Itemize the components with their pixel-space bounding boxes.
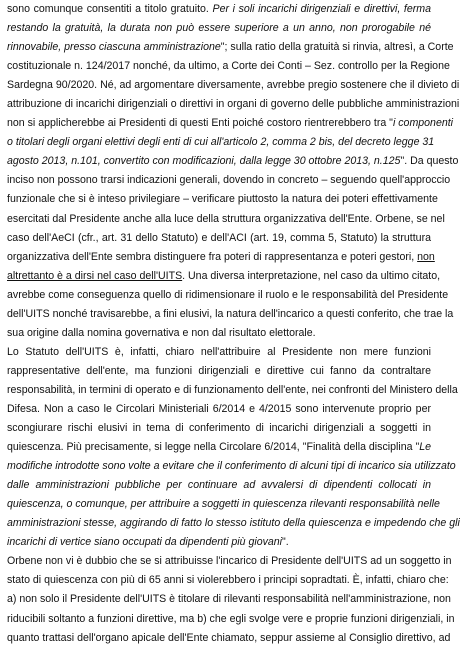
text-line — [7, 324, 431, 343]
italic-text: o titolari degli organi elettivi degli enti di cui all'articolo 2, comma 2 bis, del decreto legge 31 — [7, 136, 435, 149]
text-line — [7, 610, 455, 629]
text-run: responsabilità, in termini di operato e di funzionamento dell'ente, nei confronti del Ministero della — [7, 383, 458, 396]
text-line — [7, 552, 452, 571]
text-run: funzionale che si è inteso privilegiare – verificare piuttosto la natura dei poteri effettivamente — [7, 193, 438, 206]
italic-text: restando la gratuità, la durata non può essere superiore a un anno, non prorogabile né — [7, 22, 431, 35]
text-run: quiescenza. Più precisamente, si legge nella Circolare 6/2014, "Finalità della disciplina " — [7, 441, 420, 454]
text-line — [7, 248, 435, 267]
underlined-text: non — [417, 250, 435, 263]
text-line — [7, 571, 449, 590]
text-line — [7, 457, 456, 476]
text-run: sono comunque consentiti a titolo gratuito. — [7, 3, 213, 15]
text-line — [7, 229, 431, 248]
italic-text: rinnovabile, presso ciascuna amministrazione — [7, 41, 221, 54]
text-run: . Una diversa interpretazione, nel caso da ultimo citato, — [182, 269, 441, 282]
text-line — [7, 286, 449, 305]
paragraph-1 — [7, 0, 460, 343]
text-line — [7, 267, 441, 286]
text-line — [7, 476, 431, 495]
text-line — [7, 76, 460, 95]
text-run: quanto trattasi dell'organo apicale dell'Ente chiamato, seppur assieme al Consiglio direttivo, ad — [7, 631, 451, 644]
text-run: inciso non possono trarsi indicazioni generali, dovendo in concreto – seguendo quell'approccio — [7, 174, 451, 187]
text-line — [7, 629, 451, 648]
text-run: a) non solo il Presidente dell'UITS è titolare di rilevanti responsabilità nell'amministrazione, non — [7, 593, 451, 606]
text-run: "; sulla ratio della gratuità si rinvia, altresì, a Corte — [220, 41, 454, 54]
text-run: non si applicherebbe ai Presidenti di questi Enti poiché costoro rientrerebbero tra " — [7, 117, 393, 130]
text-line — [7, 95, 460, 114]
italic-text: incarichi di vertice siano occupati da dipendenti più giovani — [7, 536, 283, 549]
text-line — [7, 419, 431, 438]
text-run: Orbene non vi è dubbio che se si attribuisse l'incarico di Presidente dell'UITS ad un soggetto in — [7, 555, 452, 568]
italic-text: modifiche introdotte sono volte a evitare che il conferimento di alcuni tipi di incarico sia utilizzato — [7, 460, 456, 473]
text-run: stato di quiescenza con più di 65 anni si violerebbero i principi sopradtati. È, infatti, chiaro che: — [7, 574, 449, 587]
text-line — [7, 152, 459, 171]
paragraph-2 — [7, 343, 460, 553]
text-run: Difesa. Non a caso le Circolari Ministeriali 6/2014 e 4/2015 sono intervenute proprio per — [7, 402, 431, 415]
text-line — [7, 533, 431, 552]
text-line — [7, 190, 438, 209]
text-line — [7, 343, 431, 362]
text-line — [7, 495, 440, 514]
text-run: Lo Statuto dell'UITS è, infatti, chiaro nell'attribuire al Presidente non mere funzioni — [7, 345, 431, 358]
text-run: ". — [282, 536, 289, 549]
text-line — [7, 514, 460, 533]
italic-text: dalle amministrazioni pubbliche per continuare ad avvalersi di dipendenti collocati in — [7, 479, 431, 492]
text-line — [7, 590, 451, 609]
document-body — [7, 0, 460, 648]
text-run: costituzionale n. 124/2017 nonché, da ultimo, a Corte dei Conti – Sez. controllo per la Regione — [7, 60, 450, 73]
italic-text: amministrazioni stesse, aggirando di fatto lo stesso istituto della quiescenza e impedendo che gli — [7, 517, 460, 530]
text-line — [7, 19, 431, 38]
text-line — [7, 57, 450, 76]
text-run: rappresentative dell'ente, ma funzioni dirigenziali e direttive cui fanno da contraltare — [7, 364, 431, 377]
text-run: scongiurare rischi elusivi in tema di conferimento di incarichi dirigenziali a soggetti in — [7, 422, 431, 435]
text-line — [7, 133, 435, 152]
text-line — [7, 305, 454, 324]
text-line — [7, 381, 458, 400]
text-run: Sardegna 90/2020. Né, ad argomentare diversamente, avrebbe pregio sostenere che il divieto di — [7, 79, 460, 92]
paragraph-3 — [7, 552, 455, 647]
text-run: avrebbe come conseguenza quello di ridimensionare il ruolo e le responsabilità del Presidente — [7, 288, 449, 301]
italic-text: Per i soli incarichi dirigenziali e direttivi, ferma — [212, 3, 432, 15]
italic-text: i componenti — [392, 117, 454, 130]
italic-text: quiescenza, o comunque, per attribuire a soggetti in quiescenza rilevanti responsabilità nelle — [7, 498, 440, 511]
text-line — [7, 0, 431, 19]
italic-text: Le — [419, 441, 431, 454]
text-run: esercitati dal Presidente anche alla luce della struttura organizzativa dell'Ente. Orbene, se nel — [7, 212, 445, 225]
text-line — [7, 171, 451, 190]
text-line — [7, 114, 454, 133]
text-run: attribuzione di incarichi dirigenziali o direttivi in organi di governo delle pubbliche amministrazioni — [7, 98, 460, 111]
text-run: caso dell'AeCI (cfr., art. 31 dello Statuto) e dell'ACI (art. 19, comma 5, Statuto) la struttura — [7, 231, 431, 244]
underlined-text: altrettanto è a dirsi nel caso dell'UITS — [7, 269, 183, 282]
italic-text: agosto 2013, n.101, convertito con modificazioni, dalla legge 30 ottobre 2013, n.125 — [7, 155, 401, 168]
text-run: dell'UITS nonché travisarebbe, a fini elusivi, la natura dell'incarico a questi conferito, che trae la — [7, 307, 454, 320]
text-run: organizzativa dell'Ente sembra distinguere fra poteri di rappresentanza e poteri gestori, — [7, 250, 418, 263]
text-run: riducibili soltanto a funzioni direttive, ma b) che egli svolge vere e proprie funzioni dirigenziali, in — [7, 612, 455, 625]
text-line — [7, 438, 431, 457]
text-line — [7, 400, 431, 419]
text-run: ". Da questo — [400, 155, 459, 168]
text-line — [7, 362, 431, 381]
text-line — [7, 210, 445, 229]
text-line — [7, 38, 454, 57]
text-run: sua origine dalla nomina governativa e non dal risultato elettorale. — [7, 326, 316, 339]
